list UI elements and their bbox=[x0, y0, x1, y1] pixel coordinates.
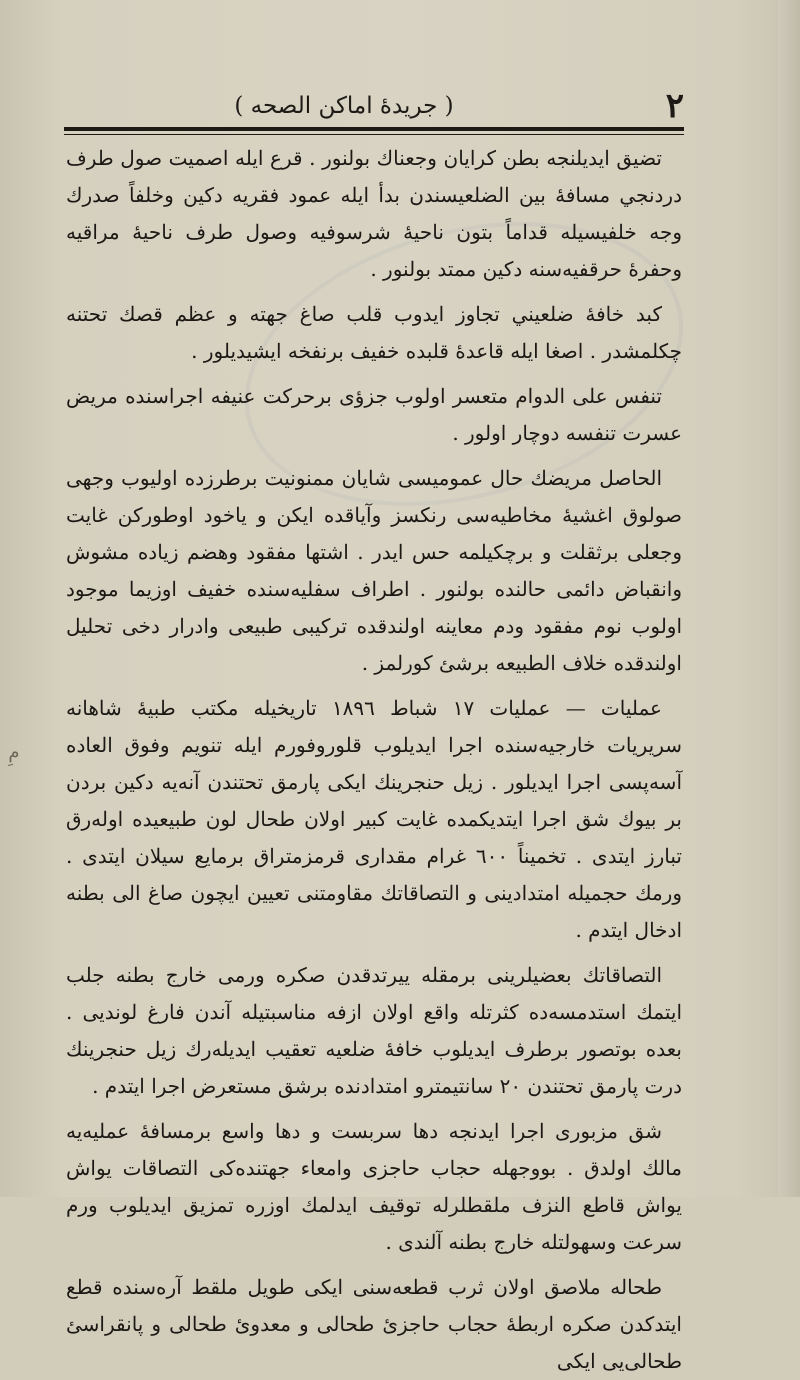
paragraph-8: طحاله ملاصق اولان ثرب قطعه‌سنى ايكى طويل ملقط آره‌سنده قطع ايتدكدن صكره اربطهٔ حجاب حاجزئ طحالى و معدوئ طحالى و پانقراسئ طحالى‌يى ايكى bbox=[66, 1275, 682, 1373]
paragraph-6: التصاقاتك بعضيلرينى برمقله ييرتدقدن صكره ورمى خارج بطنه جلب ايتمك استدمسه‌ده كثرتله واقع اولان ازفه مناسبتيله آندن فارغ لونديى . بعده بوتصور برطرف ايديلوب خافهٔ ضلعيه تعقيب ايديله‌رك زيل حنجرينك درت پارمق تحتندن ۲۰ سانتيمترو امتدادنده برشق مستعرض اجرا ايتدم . bbox=[66, 963, 682, 1098]
paragraph-7: شق مزبورى اجرا ايدنجه دها سربست و دها واسع برمسافهٔ عمليه‌يه مالك اولدق . بووجهله حجاب حاجزى وامعاء جهتنده‌كى التصاقات يواش يواش قاطع النزف ملقطلرله توقيف ايدلمك اوزره تمزيق ايديلوب ورم سرعت وسهولتله خارج بطنه آلندى . bbox=[66, 1119, 682, 1254]
page-number: ۲ bbox=[665, 86, 684, 126]
paragraph-5: عمليات — عمليات ۱۷ شباط ۱۸۹٦ تاريخيله مكتب طبيهٔ شاهانه سريريات خارجيه‌سنده اجرا ايديلوب قلوروفورم ايله تنويم وفوق العاده آسه‌پسى اجرا ايديلور . زيل حنجرينك ايكى پارمق تحتندن آنه‌يه دكين بردن بر بيوك شق اجرا ايتديكمده غايت كبير اولان طحال لون طبيعيده اوله‌رق تبارز ايتدى . تخميناً ٦۰۰ غرام مقدارى قرمزمتراق برمايع سيلان ايتدى . ورمك حجميله امتدادينى و التصاقاتك مقاومتنى تعيين ايچون صاغ الى بطنه ادخال ايتدم . bbox=[66, 696, 682, 942]
margin-note: مِ bbox=[8, 742, 20, 763]
body-text bbox=[66, 140, 682, 1373]
paragraph-1: تضيق ايديلنجه بطن كرايان وجعناك بولنور . قرع ايله اصميت صول طرف دردنجي مسافهٔ بين الضلعيسندن بدأ ايله عمود فقريه دكين وخلفاً صدرك وجه خلفيسيله قداماً بتون ناحيهٔ شرسوفيه وصول طرف ناحيهٔ مراقيه وحفرهٔ حرقفيه‌سنه دكين ممتد بولنور . bbox=[66, 146, 682, 281]
paragraph-4: الحاصل مريضك حال عموميسى شايان ممنونيت برطرزده اوليوب وجهى صولوق اغشيهٔ مخاطيه‌سى رنكسز وآياقده ايكن و ياخود اوطوركن غايت وجعلى برثقلت و برچكيلمه حس ايدر . اشتها مفقود وهضم زياده مشوش وانقباض دائمى حالنده بولنور . اطراف سفليه‌سنده خفيف اوزيما موجود اولوب نوم مفقود ودم معاينه اولندقده تركيبى طبيعى وادرار دخى تحليل اولندقده خلاف الطبيعه برشئ كورلمز . bbox=[66, 466, 682, 675]
running-title: ( جريدهٔ اماكن الصحه ) bbox=[234, 93, 454, 119]
paragraph-3: تنفس على الدوام متعسر اولوب جزؤى برحركت عنيفه اجراسنده مريض عسرت تنفسه دوچار اولور . bbox=[66, 384, 682, 445]
page-header bbox=[64, 86, 684, 126]
header-rule-thin bbox=[64, 134, 684, 135]
paragraph-2: كبد خافهٔ ضلعيني تجاوز ايدوب قلب صاغ جهته و عظم قصك تحتنه چكلمشدر . اصغا ايله قاعدهٔ قلبده خفيف برنفخه ايشيديلور . bbox=[66, 302, 682, 363]
page-edge bbox=[778, 0, 800, 1197]
header-rule-thick bbox=[64, 127, 684, 131]
